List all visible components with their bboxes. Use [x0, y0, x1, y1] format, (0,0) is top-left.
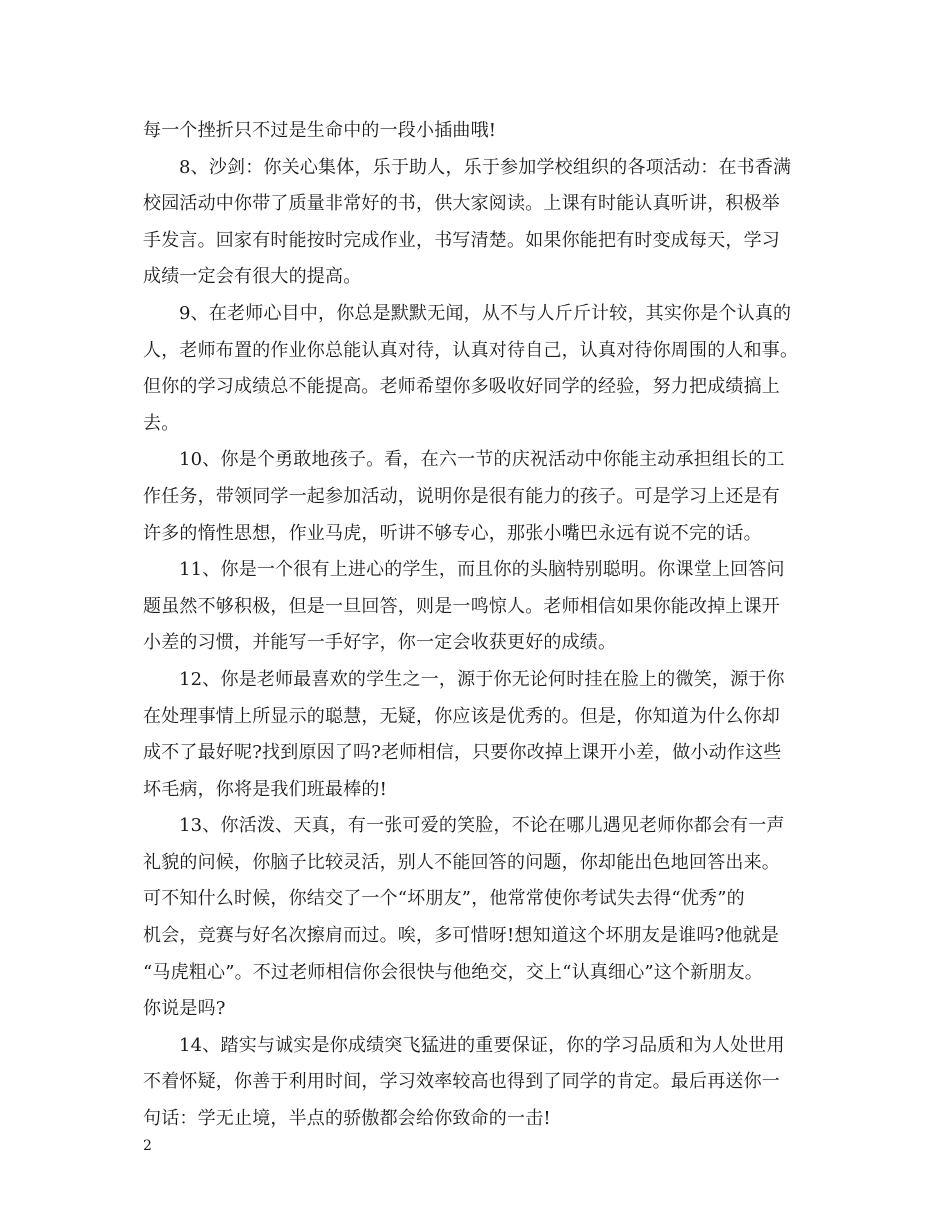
text-line: 作任务，带领同学一起参加活动，说明你是很有能力的孩子。可是学习上还是有	[143, 485, 780, 507]
document-body	[143, 113, 823, 1138]
text-line: 礼貌的问候，你脑子比较灵活，别人不能回答的问题，你却能出色地回答出来。	[143, 851, 780, 873]
text-line: 手发言。回家有时能按时完成作业，书写清楚。如果你能把有时变成每天，学习	[143, 229, 780, 251]
text-line: 可不知什么时候，你结交了一个“坏朋友”，他常常使你考试失去得“优秀”的	[143, 888, 745, 910]
text-line: 成绩一定会有很大的提高。	[143, 266, 362, 288]
text-line: 成不了最好呢?找到原因了吗?老师相信，只要你改掉上课开小差，做小动作这些	[143, 742, 782, 764]
text-line: 题虽然不够积极，但是一旦回答，则是一鸣惊人。老师相信如果你能改掉上课开	[143, 595, 780, 617]
text-line: 但你的学习成绩总不能提高。老师希望你多吸收好同学的经验，努力把成绩搞上	[143, 376, 780, 398]
text-line: 坏毛病，你将是我们班最棒的!	[143, 778, 388, 800]
text-line: 11、你是一个很有上进心的学生，而且你的头脑特别聪明。你课堂上回答问	[179, 559, 785, 581]
text-line: 你说是吗?	[143, 998, 226, 1020]
text-line: 14、踏实与诚实是你成绩突飞猛进的重要保证，你的学习品质和为人处世用	[179, 1034, 785, 1056]
text-line: 去。	[143, 412, 180, 434]
text-line: 机会，竞赛与好名次擦肩而过。唉，多可惜呀!想知道这个坏朋友是谁吗?他就是	[143, 925, 780, 947]
text-line: “马虎粗心”。不过老师相信你会很快与他绝交，交上“认真细心”这个新朋友。	[143, 961, 764, 983]
text-line: 12、你是老师最喜欢的学生之一，源于你无论何时挂在脸上的微笑，源于你	[179, 668, 785, 690]
text-line: 校园活动中你带了质量非常好的书，供大家阅读。上课有时能认真听讲，积极举	[143, 193, 780, 215]
text-line: 人，老师布置的作业你总能认真对待，认真对待自己，认真对待你周围的人和事。	[143, 339, 799, 361]
text-line: 10、你是个勇敢地孩子。看，在六一节的庆祝活动中你能主动承担组长的工	[179, 449, 785, 471]
text-line: 句话：学无止境，半点的骄傲都会给你致命的一击!	[143, 1108, 551, 1130]
text-line: 每一个挫折只不过是生命中的一段小插曲哦!	[143, 120, 497, 141]
text-line: 9、在老师心目中，你总是默默无闻，从不与人斤斤计较，其实你是个认真的	[179, 302, 792, 324]
text-line: 8、沙剑：你关心集体，乐于助人，乐于参加学校组织的各项活动：在书香满	[179, 156, 792, 178]
text-line: 小差的习惯，并能写一手好字，你一定会收获更好的成绩。	[143, 632, 617, 654]
page-number: 2	[143, 1138, 152, 1154]
text-line: 在处理事情上所显示的聪慧，无疑，你应该是优秀的。但是，你知道为什么你却	[143, 705, 780, 727]
text-line: 13、你活泼、天真，有一张可爱的笑脸，不论在哪儿遇见老师你都会有一声	[179, 815, 785, 837]
text-line: 许多的惰性思想，作业马虎，听讲不够专心，那张小嘴巴永远有说不完的话。	[143, 522, 762, 544]
text-line: 不着怀疑，你善于利用时间，学习效率较高也得到了同学的肯定。最后再送你一	[143, 1071, 780, 1093]
